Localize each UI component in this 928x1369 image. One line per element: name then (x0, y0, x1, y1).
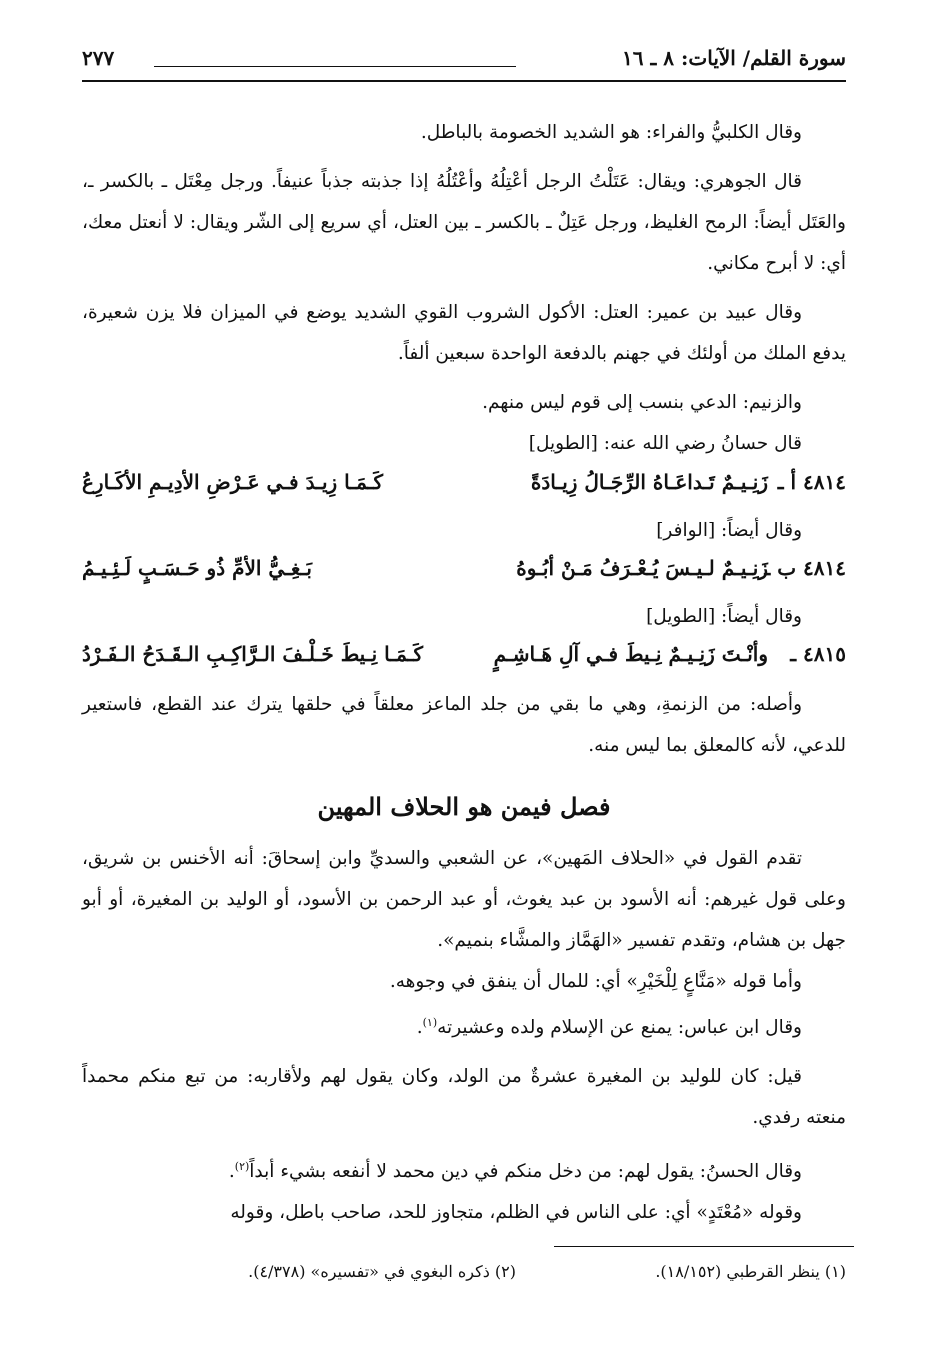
paragraph: وقال عبيد بن عمير: العتل: الأكول الشروب القوي الشديد يوضع في الميزان فلا يزن شعيرة، يدفع الملك من أولئك في جهنم بالدفعة الواحدة سبعين ألفاً. (82, 302, 846, 364)
paragraph: وأصله: من الزنمةِ، وهي ما بقي من جلد الماعز معلقاً في حلقها يترك عند القطع، فاستعير للدعي، لأنه كالمعلق بما ليس منه. (82, 694, 846, 756)
footnote-1: (١) ينظر القرطبي (١٨/١٥٢). (655, 1262, 846, 1281)
footnotes (82, 1262, 846, 1290)
meter-label: وقال أيضاً: [الوافر] (656, 520, 802, 541)
paragraph (82, 1002, 846, 1048)
page-number: ٢٧٧ (82, 46, 115, 70)
verse-number: ٤٨١٥ ـ (790, 642, 846, 666)
header-rule (154, 66, 516, 67)
paragraph: قال الجوهري: ويقال: عَتَلْتُ الرجل أعْتِلُهُ وأعْتُلُهُ إذا جذبته جذباً عنيفاً. ورجل مِعْتَل ـ بالكسر ـ، والعَتَل أيضاً: الرمح الغليظ، ورجل عَتِلٌ ـ بالكسر ـ بين العتل، أي سريع إلى الشّر ويقال: لا أنعتل معك، أي: لا أبرح مكاني. (82, 171, 846, 274)
verse-first-hemistich: وأنْـتَ زَنِـيـمٌ نِـيطَ فـي آلِ هَـاشِـمٍ (493, 642, 768, 666)
verse-second-hemistich: كَـمَـا نِـيطَ خَـلْـفَ الـرَّاكِـبِ الـقَـدَحُ الـفَـرْدُ (82, 642, 424, 666)
paragraph: قال حسانُ رضي الله عنه: [الطويل] (528, 433, 802, 454)
meter-label: وقال أيضاً: [الطويل] (646, 606, 802, 627)
paragraph: والزنيم: الدعي بنسب إلى قوم ليس منهم. (482, 392, 802, 413)
footnote-2: (٢) ذكره البغوي في «تفسيره» (٤/٣٧٨). (248, 1262, 516, 1281)
paragraph: تقدم القول في «الحلاف المَهين»، عن الشعبي والسديِّ وابن إسحاقَ: أنه الأخنس بن شريق، وعلى قول غيرهم: أنه الأسود بن عبد يغوث، أو عبد الرحمن بن الأسود، أو الوليد بن المغيرة، أو أبو جهل بن هشام، وتقدم تفسير «الهَمَّاز والمشَّاء بنميم». (82, 848, 846, 951)
verse-second-hemistich: بَـغِـيُّ الأمِّ ذُو حَـسَـبٍ لَـئِـيـمُ (82, 556, 312, 580)
verse-number: ٤٨١٤ ب ـ (764, 556, 846, 580)
paragraph-end: . (228, 1161, 235, 1183)
running-title: سورة القلم/ الآيات: ٨ ـ ١٦ (622, 46, 846, 70)
verse-second-hemistich: كَـمَـا زِيـدَ فـي عَـرْضِ الأدِيـمِ الأكَـارِعُ (82, 470, 384, 494)
paragraph-end: . (416, 1017, 423, 1039)
page-header (82, 42, 846, 82)
paragraph-text: وقال ابن عباس: يمنع عن الإسلام ولده وعشيرته (437, 1017, 802, 1039)
paragraph (82, 1146, 846, 1192)
paragraph: قيل: كان للوليد بن المغيرة عشرةٌ من الولد، وكان يقول لهم ولأقاربه: من تبع منكم محمداً منعته رفدي. (82, 1066, 846, 1129)
verse-first-hemistich: زَنِـيـمٌ لـيـسَ يُـعْـرَفُ مَـنْ أبُـوهُ (516, 556, 768, 580)
paragraph-text: وقال الحسنُ: يقول لهم: من دخل منكم في دين محمد لا أنفعه بشيء أبداً (249, 1161, 802, 1183)
page-body (82, 112, 846, 1233)
footnote-ref: (٢) (234, 1160, 250, 1174)
paragraph: وقوله «مُعْتَدٍ» أي: على الناس في الظلم، متجاوز للحد، صاحب باطل، وقوله (230, 1202, 802, 1224)
verse-first-hemistich: زَنِـيـمٌ تَـداعَـاهُ الرِّجَـالُ زِيـادَةً (530, 470, 768, 494)
paragraph: وأما قوله «مَنَّاعٍ لِلْخَيْرِ» أي: للمال أن ينفق في وجوهه. (389, 971, 802, 992)
poem-verse (82, 636, 846, 684)
paragraph: وقال الكلبيُّ والفراء: هو الشديد الخصومة بالباطل. (420, 122, 802, 143)
poem-verse (82, 464, 846, 512)
footnote-rule (554, 1246, 854, 1247)
footnote-ref: (١) (422, 1016, 438, 1029)
poem-verse (82, 550, 846, 598)
section-title: فصل فيمن هو الحلاف المهين (317, 792, 611, 821)
verse-number: ٤٨١٤ أ ـ (777, 470, 846, 494)
